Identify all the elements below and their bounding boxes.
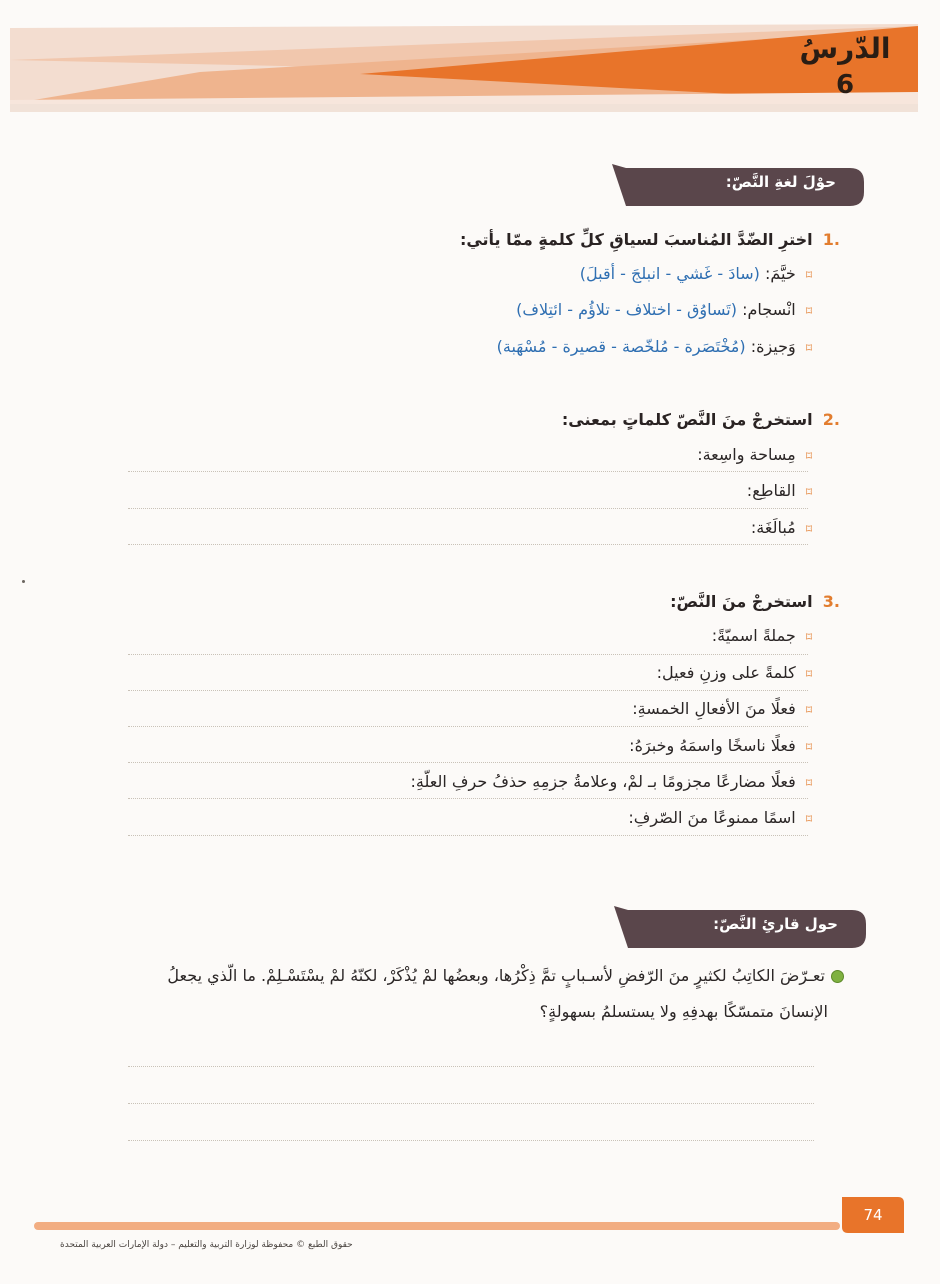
q1-item xyxy=(516,300,812,319)
q2-item xyxy=(751,518,812,537)
answer-line[interactable] xyxy=(128,1103,814,1104)
item-options: (تَساوُق - اختلاف - تلاؤُم - ائتِلاف) xyxy=(516,300,737,319)
bullet-icon: ⌑ xyxy=(805,304,812,318)
answer-line[interactable] xyxy=(128,835,808,836)
question-1-heading xyxy=(460,230,840,249)
answer-line[interactable] xyxy=(128,1140,814,1141)
question-title: استخرجْ منَ النَّصّ: xyxy=(670,592,813,611)
item-prompt: مِساحة واسِعة: xyxy=(697,445,796,464)
item-options: (مُخْتَصَرة - مُلخّصة - قصيرة - مُسْهَبة) xyxy=(496,337,746,356)
footer-bar xyxy=(34,1222,840,1230)
item-prompt: كلمةً على وزنِ فعيل: xyxy=(656,663,796,682)
q3-item xyxy=(628,808,812,827)
q3-item xyxy=(411,772,812,791)
bullet-icon: ⌑ xyxy=(805,522,812,536)
question-number: .2 xyxy=(822,410,840,429)
question-title: اخترِ الضّدَّ المُناسبَ لسياقِ كلِّ كلمةٍ ممّا يأتي: xyxy=(459,230,813,249)
item-prompt: اسمًا ممنوعًا منَ الصّرفِ: xyxy=(628,808,796,827)
item-word: انْسجام: xyxy=(742,300,796,319)
page-number: 74 xyxy=(863,1206,883,1224)
item-prompt: فعلًا مضارعًا مجزومًا بـ لمْ، وعلامةُ جزمِهِ حذفُ حرفِ العلّةِ: xyxy=(410,772,796,791)
question-number: .3 xyxy=(822,592,840,611)
stray-dot xyxy=(22,580,25,583)
copyright-notice: حقوق الطبع © محفوظة لوزارة التربية والتعليم – دولة الإمارات العربية المتحدة xyxy=(60,1240,353,1250)
q2-item xyxy=(747,481,812,500)
item-word: وَجيزة: xyxy=(750,337,796,356)
q3-item xyxy=(629,736,812,755)
item-word: خيَّمَ: xyxy=(764,264,796,283)
question-title: استخرجْ منَ النَّصّ كلماتٍ بمعنى: xyxy=(561,410,813,429)
answer-line[interactable] xyxy=(128,726,808,727)
section-banner-reader xyxy=(614,906,866,948)
question-2-heading xyxy=(562,410,840,429)
answer-line[interactable] xyxy=(128,654,808,655)
q3-item xyxy=(632,699,812,718)
section-banner-title: حوْلَ لغةِ النَّصّ: xyxy=(725,173,836,191)
answer-line[interactable] xyxy=(128,762,808,763)
bullet-icon: ⌑ xyxy=(805,268,812,282)
section-banner-text-language xyxy=(612,164,864,206)
bullet-icon: ⌑ xyxy=(805,776,812,790)
reader-question-line-1: تعـرّضَ الكاتِبُ لكثيرٍ منَ الرّفضِ لأسـبابٍ تمَّ ذِكْرُها، وبعضُها لمْ يُذْكَرْ، لكنّهُ لمْ يسْتَسْـلِمْ. ما الّذي يجعلُ xyxy=(167,966,844,985)
q2-item xyxy=(697,445,812,464)
answer-line[interactable] xyxy=(128,798,808,799)
q3-item xyxy=(657,663,812,682)
bullet-icon: ⌑ xyxy=(805,703,812,717)
lesson-title: الدّرسُ xyxy=(799,32,891,65)
section-banner-title: حول قارئِ النَّصّ: xyxy=(713,915,838,933)
item-prompt: القاطِع: xyxy=(746,481,796,500)
green-bullet-icon xyxy=(831,970,844,983)
item-prompt: فعلًا منَ الأفعالِ الخمسةِ: xyxy=(632,699,796,718)
answer-line[interactable] xyxy=(128,690,808,691)
bullet-icon: ⌑ xyxy=(805,341,812,355)
answer-line[interactable] xyxy=(128,471,808,472)
question-3-heading xyxy=(670,592,840,611)
bullet-icon: ⌑ xyxy=(805,667,812,681)
q3-item xyxy=(712,626,812,645)
item-options: (سادَ - غَشي - انبلجَ - أقبلَ) xyxy=(579,264,760,283)
bullet-icon: ⌑ xyxy=(805,449,812,463)
q1-item xyxy=(580,264,812,283)
answer-line[interactable] xyxy=(128,508,808,509)
lesson-number: 6 xyxy=(835,70,855,100)
answer-line[interactable] xyxy=(128,544,808,545)
bullet-icon: ⌑ xyxy=(805,485,812,499)
q1-item xyxy=(497,337,812,356)
item-prompt: فعلًا ناسخًا واسمَهُ وخبرَهُ: xyxy=(629,736,796,755)
reader-question-line-2: الإنسانَ متمسّكًا بهدفِهِ ولا يستسلمُ بسهولةٍ؟ xyxy=(539,1002,828,1021)
answer-line[interactable] xyxy=(128,1066,814,1067)
bullet-icon: ⌑ xyxy=(805,812,812,826)
header-band xyxy=(0,0,940,130)
bullet-icon: ⌑ xyxy=(805,630,812,644)
item-prompt: مُبالَغَة: xyxy=(750,518,796,537)
bullet-icon: ⌑ xyxy=(805,740,812,754)
question-number: .1 xyxy=(822,230,840,249)
item-prompt: جملةً اسميّةً: xyxy=(711,626,796,645)
